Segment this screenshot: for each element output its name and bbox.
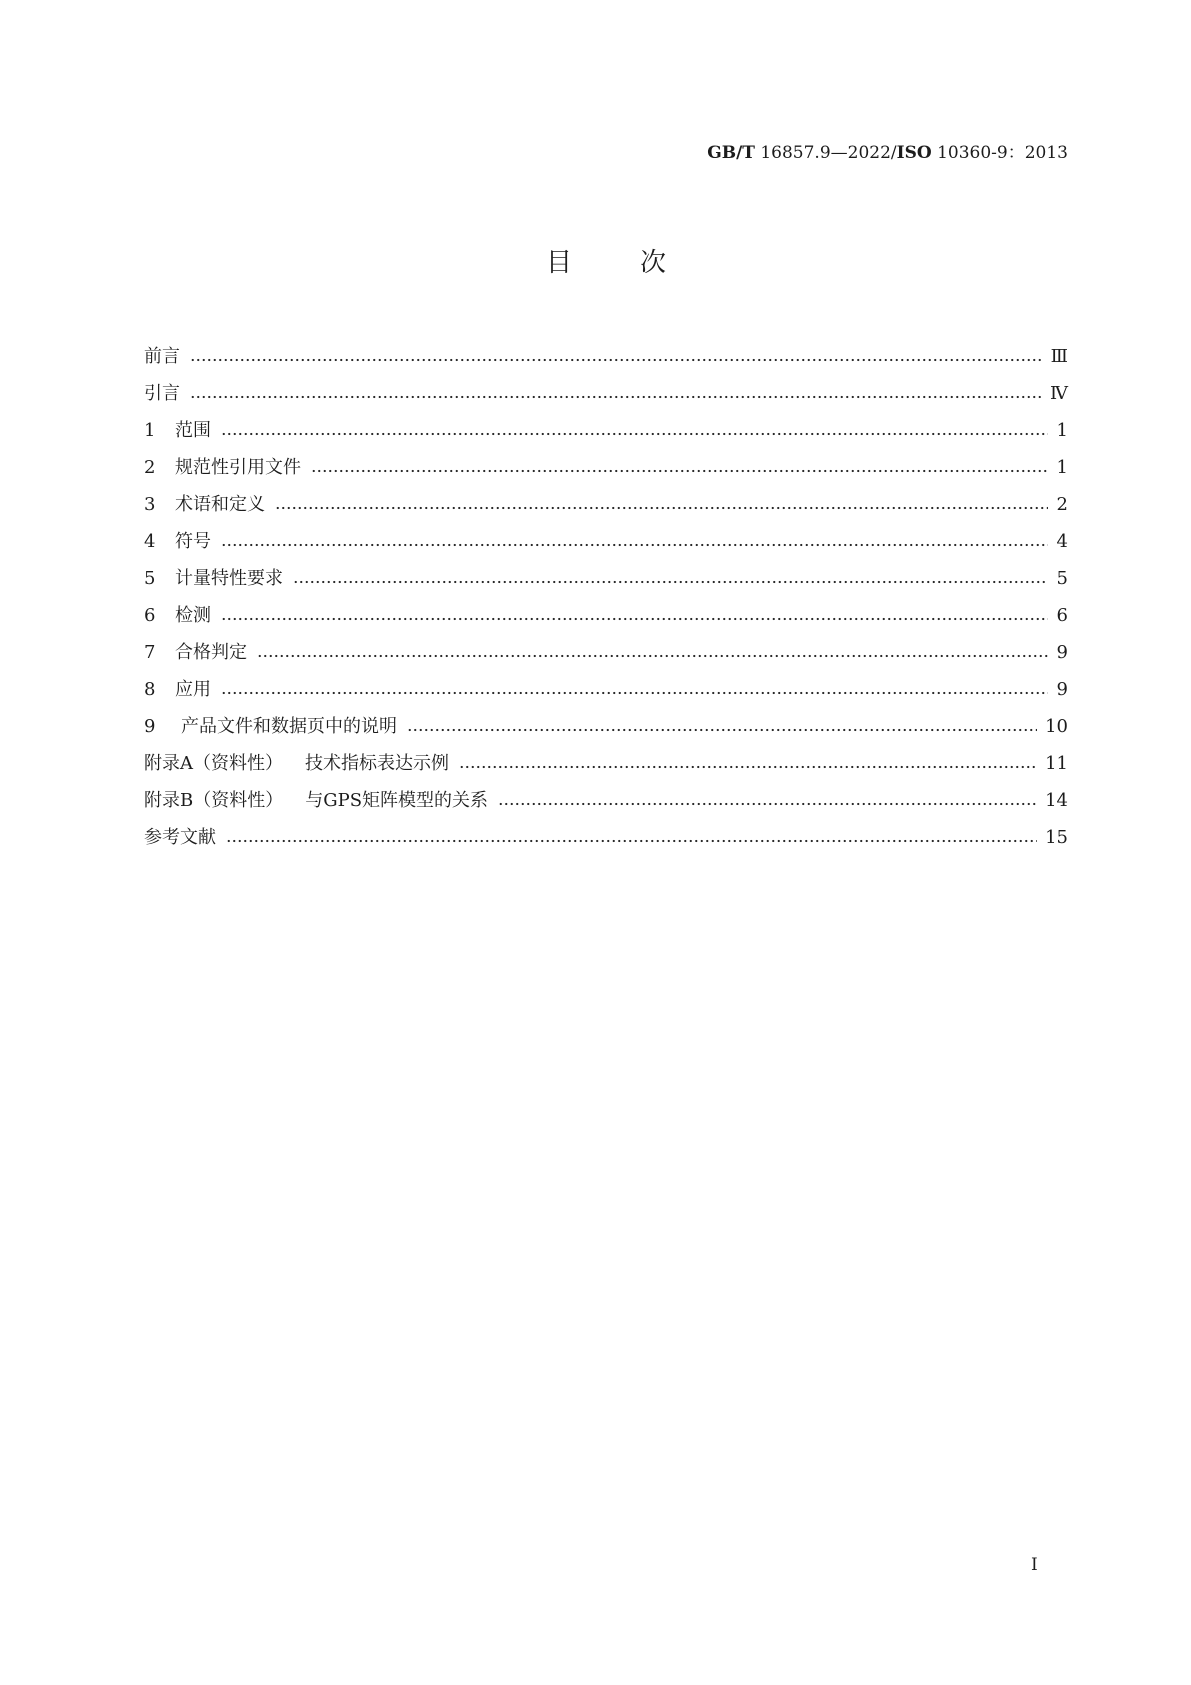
toc-entry-1	[144, 412, 1068, 449]
toc-entry-number: 4	[144, 531, 156, 552]
toc-entry-page: 1	[1056, 420, 1068, 441]
toc-entry-number: 6	[144, 605, 156, 626]
dot-leader	[226, 819, 1037, 856]
toc-entry-annex-b	[144, 782, 1068, 819]
toc-entry-page: 4	[1056, 531, 1068, 552]
dot-leader	[459, 745, 1037, 782]
toc-entry-title: 产品文件和数据页中的说明	[181, 716, 397, 737]
toc-entry-page: 14	[1045, 790, 1068, 811]
dot-leader	[221, 597, 1048, 634]
std-prefix: GB/T	[707, 143, 755, 163]
toc-entry-bibliography	[144, 819, 1068, 856]
toc-entry-5	[144, 560, 1068, 597]
dot-leader	[275, 486, 1048, 523]
toc-entry-8	[144, 671, 1068, 708]
toc-entry-page: 2	[1056, 494, 1068, 515]
dot-leader	[498, 782, 1037, 819]
toc-entry-page: 1	[1056, 457, 1068, 478]
toc-entry-6	[144, 597, 1068, 634]
toc-entry-page: 15	[1045, 827, 1068, 848]
toc-entry-page: 10	[1045, 716, 1068, 737]
toc-entry-title: 计量特性要求	[175, 568, 283, 589]
toc-entry-page: Ⅳ	[1050, 383, 1068, 404]
toc-entry-title: 范围	[175, 420, 211, 441]
toc-entry-number: 7	[144, 642, 156, 663]
dot-leader	[190, 338, 1043, 375]
toc-entry-title: 应用	[175, 679, 211, 700]
toc-entry-title: 术语和定义	[175, 494, 265, 515]
dot-leader	[221, 671, 1048, 708]
toc-entry-4	[144, 523, 1068, 560]
toc-entry-3	[144, 486, 1068, 523]
toc-entry-title: 符号	[175, 531, 211, 552]
toc-entry-page: 9	[1056, 642, 1068, 663]
toc-entry-title: 参考文献	[144, 827, 216, 848]
page-title: 目次	[545, 248, 734, 278]
toc-entry-page: 9	[1056, 679, 1068, 700]
annex-label: 附录B（资料性）	[144, 790, 284, 811]
dot-leader	[407, 708, 1037, 745]
toc-entry-title: 前言	[144, 346, 180, 367]
iso-prefix: ISO	[896, 143, 932, 163]
std-number: 16857.9—2022/	[754, 143, 897, 163]
toc-entry-page: 11	[1045, 753, 1068, 774]
toc-entry-number: 9	[144, 716, 156, 737]
toc-entry-7	[144, 634, 1068, 671]
dot-leader	[190, 375, 1042, 412]
dot-leader	[257, 634, 1048, 671]
dot-leader	[293, 560, 1048, 597]
toc-entry-annex-a	[144, 745, 1068, 782]
toc-entry-number: 1	[144, 420, 156, 441]
toc-entry-title: 引言	[144, 383, 180, 404]
annex-label: 附录A（资料性）	[144, 753, 283, 774]
toc-entry-title: 规范性引用文件	[175, 457, 301, 478]
standard-number-header	[707, 142, 1068, 164]
toc-entry-number: 8	[144, 679, 156, 700]
toc-entry-9	[144, 708, 1068, 745]
iso-number: 10360-9：2013	[931, 143, 1068, 163]
table-of-contents	[144, 338, 1068, 856]
toc-entry-title: 检测	[175, 605, 211, 626]
toc-entry-title: 技术指标表达示例	[305, 753, 449, 774]
toc-entry-title: 与GPS矩阵模型的关系	[305, 790, 489, 811]
dot-leader	[221, 523, 1048, 560]
dot-leader	[221, 412, 1048, 449]
toc-entry-introduction	[144, 375, 1068, 412]
toc-entry-foreword	[144, 338, 1068, 375]
toc-entry-page: Ⅲ	[1050, 346, 1068, 367]
dot-leader	[311, 449, 1048, 486]
toc-entry-page: 6	[1056, 605, 1068, 626]
toc-entry-number: 5	[144, 568, 156, 589]
page-number: I	[1031, 1555, 1038, 1575]
toc-entry-number: 2	[144, 457, 156, 478]
toc-entry-title: 合格判定	[175, 642, 247, 663]
toc-entry-number: 3	[144, 494, 156, 515]
toc-entry-2	[144, 449, 1068, 486]
toc-entry-page: 5	[1056, 568, 1068, 589]
